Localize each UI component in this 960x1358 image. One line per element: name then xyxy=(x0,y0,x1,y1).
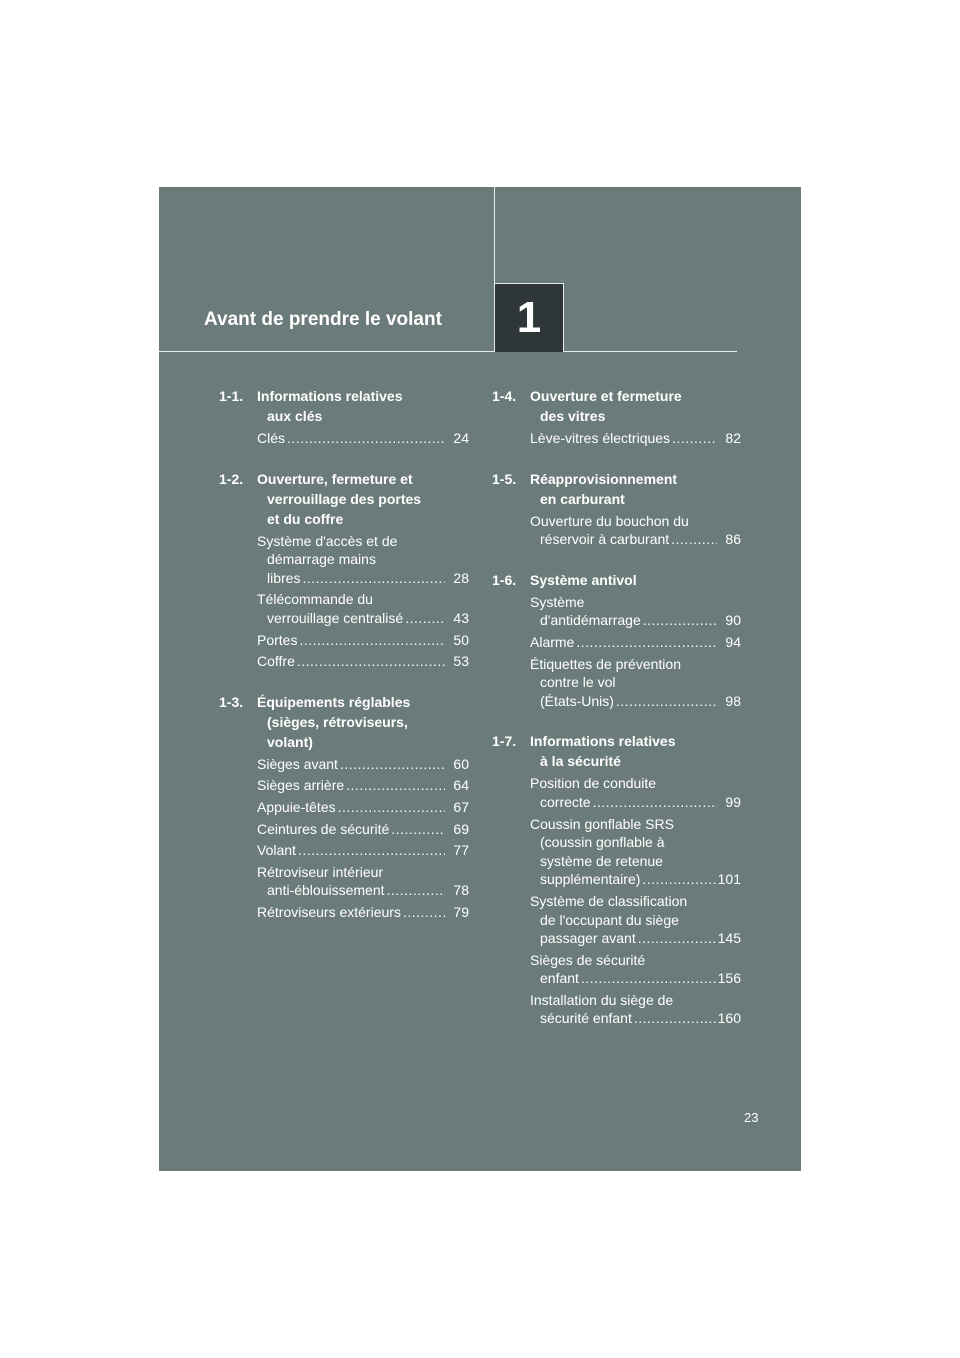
entry-last-line xyxy=(530,692,741,711)
entry-label-line: (coussin gonflable à xyxy=(540,834,665,851)
dot-leader xyxy=(340,755,445,774)
entry-label-line: Ceintures de sécurité xyxy=(257,820,390,837)
section-title-line: Équipements réglables xyxy=(257,693,411,710)
entry-last-line xyxy=(530,633,741,652)
entry-list xyxy=(257,429,469,448)
section-number: 1-2. xyxy=(219,470,244,487)
entry-label-line: système de retenue xyxy=(540,852,663,869)
dot-leader xyxy=(287,429,445,448)
dot-leader xyxy=(593,793,717,812)
entry-last-line xyxy=(257,652,469,671)
entry-page-number: 99 xyxy=(725,793,741,810)
entry-label-line: Rétroviseurs extérieurs xyxy=(257,903,401,920)
entry-page-number: 145 xyxy=(717,930,741,947)
section-title-line: à la sécurité xyxy=(540,753,621,770)
entry-label-line: Clés xyxy=(257,430,286,446)
section-heading xyxy=(219,386,469,426)
dot-leader xyxy=(672,429,717,448)
entry-page-number: 60 xyxy=(453,755,469,772)
dot-leader xyxy=(634,1009,716,1028)
entry-page-number: 90 xyxy=(725,612,741,629)
section-title-line: en carburant xyxy=(540,490,625,507)
toc-entry[interactable] xyxy=(257,532,469,588)
entry-label-line: enfant xyxy=(540,970,579,987)
section-title-line: des vitres xyxy=(540,408,606,424)
entry-label-line: Rétroviseur intérieur xyxy=(257,863,384,880)
toc-entry[interactable] xyxy=(257,903,469,922)
entry-page-number: 98 xyxy=(725,692,741,709)
toc-section xyxy=(492,570,741,711)
entry-last-line xyxy=(257,881,469,900)
entry-last-line xyxy=(257,569,469,588)
dot-leader xyxy=(297,652,445,671)
section-title-line: verrouillage des portes xyxy=(267,490,422,507)
entry-last-line xyxy=(257,755,469,774)
entry-page-number: 24 xyxy=(453,430,469,446)
toc-section xyxy=(219,692,469,922)
dot-leader xyxy=(643,611,717,630)
dot-leader xyxy=(299,631,445,650)
entry-last-line xyxy=(257,798,469,817)
entry-last-line xyxy=(530,1009,741,1028)
section-title-line: Ouverture et fermeture xyxy=(530,388,682,404)
dot-leader xyxy=(391,820,445,839)
entry-label-line: passager avant xyxy=(540,930,636,947)
section-number: 1-5. xyxy=(492,470,517,487)
toc-section xyxy=(492,469,741,549)
entry-label-line: Volant xyxy=(257,842,296,859)
entry-last-line xyxy=(530,530,741,549)
entry-last-line xyxy=(257,609,469,628)
section-title-line: Informations relatives xyxy=(530,733,676,750)
entry-label-line: anti-éblouissement xyxy=(267,882,385,899)
section-number: 1-3. xyxy=(219,693,244,710)
toc-entry[interactable] xyxy=(530,633,741,652)
section-number: 1-7. xyxy=(492,733,517,750)
section-title-line: (sièges, rétroviseurs, xyxy=(267,713,408,730)
toc-entry[interactable] xyxy=(530,991,741,1028)
toc-entry[interactable] xyxy=(530,892,741,948)
toc-section xyxy=(219,469,469,671)
entry-label-line: Lève-vitres électriques xyxy=(530,430,671,446)
toc-entry[interactable] xyxy=(257,863,469,900)
section-title xyxy=(257,469,469,529)
entry-label-line: Portes xyxy=(257,631,298,648)
entry-list xyxy=(257,755,469,922)
dot-leader xyxy=(576,633,717,652)
section-heading xyxy=(492,570,741,590)
section-heading xyxy=(492,731,741,771)
section-title-line: Système antivol xyxy=(530,571,637,588)
entry-label-line: d'antidémarrage xyxy=(540,612,641,629)
toc-entry[interactable] xyxy=(530,593,741,630)
entry-label-line: Sièges de sécurité xyxy=(530,951,646,968)
dot-leader xyxy=(403,903,445,922)
section-title-line: aux clés xyxy=(267,408,323,424)
entry-label-line: Appuie-têtes xyxy=(257,798,336,815)
section-heading xyxy=(219,469,469,529)
entry-page-number: 160 xyxy=(717,1010,741,1027)
toc-entry[interactable] xyxy=(257,631,469,650)
toc-entry[interactable] xyxy=(257,590,469,627)
toc-entry[interactable] xyxy=(530,815,741,889)
entry-label-line: Coffre xyxy=(257,653,295,670)
section-title xyxy=(257,692,469,752)
entry-page-number: 156 xyxy=(717,970,741,987)
entry-list xyxy=(530,429,741,448)
entry-label-line: sécurité enfant xyxy=(540,1010,632,1027)
header-vertical-rule xyxy=(494,187,495,283)
dot-leader xyxy=(405,609,445,628)
entry-page-number: 86 xyxy=(725,531,741,548)
section-title xyxy=(530,731,741,771)
entry-label-line: Coussin gonflable SRS xyxy=(530,815,674,832)
entry-page-number: 79 xyxy=(453,903,469,920)
entry-page-number: 78 xyxy=(453,882,469,899)
entry-label-line: supplémentaire) xyxy=(540,871,641,888)
dot-leader xyxy=(642,870,715,889)
toc-right-column xyxy=(492,386,741,1049)
entry-last-line xyxy=(257,429,469,448)
toc-section xyxy=(219,386,469,448)
section-number: 1-1. xyxy=(219,388,244,404)
entry-label-line: verrouillage centralisé xyxy=(267,609,404,626)
entry-label-line: Sièges avant xyxy=(257,755,338,772)
section-title xyxy=(530,469,741,509)
toc-entry[interactable] xyxy=(530,951,741,988)
entry-label-line: Système de classification xyxy=(530,892,688,909)
toc-entry[interactable] xyxy=(257,755,469,774)
entry-last-line xyxy=(530,429,741,448)
entry-last-line xyxy=(257,903,469,922)
entry-label-line: Étiquettes de prévention xyxy=(530,655,681,672)
section-title xyxy=(257,386,469,426)
entry-page-number: 50 xyxy=(453,631,469,648)
entry-label-line: Position de conduite xyxy=(530,775,657,792)
chapter-number: 1 xyxy=(516,293,542,342)
header-horizontal-rule xyxy=(159,351,737,352)
entry-page-number: 67 xyxy=(453,798,469,815)
entry-page-number: 82 xyxy=(725,430,741,446)
entry-label-line: Installation du siège de xyxy=(530,991,674,1008)
toc-left-column xyxy=(219,386,469,943)
entry-last-line xyxy=(257,841,469,860)
toc-entry[interactable] xyxy=(530,512,741,549)
entry-label-line: Ouverture du bouchon du xyxy=(530,512,689,529)
section-title-line: Informations relatives xyxy=(257,388,403,404)
entry-last-line xyxy=(530,929,741,948)
entry-last-line xyxy=(257,776,469,795)
entry-page-number: 101 xyxy=(717,871,741,888)
dot-leader xyxy=(616,692,717,711)
entry-page-number: 43 xyxy=(453,609,469,626)
toc-entry[interactable] xyxy=(257,841,469,860)
entry-list xyxy=(257,532,469,671)
dot-leader xyxy=(387,881,445,900)
section-title-line: Réapprovisionnement xyxy=(530,470,678,487)
entry-last-line xyxy=(257,820,469,839)
section-heading xyxy=(492,469,741,509)
entry-label-line: libres xyxy=(267,569,301,586)
toc-entry[interactable] xyxy=(530,655,741,711)
entry-label-line: (États-Unis) xyxy=(540,692,614,709)
section-heading xyxy=(492,386,741,426)
entry-last-line xyxy=(530,969,741,988)
entry-label-line: démarrage mains xyxy=(267,551,376,568)
entry-list xyxy=(530,593,741,711)
entry-label-line: Alarme xyxy=(530,633,575,650)
section-title-line: et du coffre xyxy=(267,510,344,527)
entry-last-line xyxy=(530,793,741,812)
toc-entry[interactable] xyxy=(530,429,741,448)
entry-label-line: Système xyxy=(530,593,585,610)
entry-page-number: 94 xyxy=(725,633,741,650)
section-heading xyxy=(219,692,469,752)
section-title xyxy=(530,570,741,590)
entry-last-line xyxy=(257,631,469,650)
entry-label-line: correcte xyxy=(540,793,591,810)
entry-page-number: 53 xyxy=(453,653,469,670)
entry-label-line: réservoir à carburant xyxy=(540,531,670,548)
dot-leader xyxy=(671,530,717,549)
section-title-line: volant) xyxy=(267,733,313,750)
entry-label-line: de l'occupant du siège xyxy=(540,911,679,928)
entry-label-line: Système d'accès et de xyxy=(257,532,398,549)
toc-entry[interactable] xyxy=(257,652,469,671)
toc-entry[interactable] xyxy=(257,820,469,839)
toc-entry[interactable] xyxy=(530,774,741,811)
toc-entry[interactable] xyxy=(257,776,469,795)
entry-page-number: 28 xyxy=(453,569,469,586)
section-number: 1-4. xyxy=(492,388,517,404)
dot-leader xyxy=(302,569,445,588)
dot-leader xyxy=(638,929,716,948)
dot-leader xyxy=(298,841,445,860)
dot-leader xyxy=(581,969,716,988)
entry-page-number: 69 xyxy=(453,820,469,837)
page-number: 23 xyxy=(744,1110,759,1125)
section-number: 1-6. xyxy=(492,571,517,588)
entry-last-line xyxy=(530,870,741,889)
toc-section xyxy=(492,386,741,448)
entry-label-line: Sièges arrière xyxy=(257,777,345,794)
toc-section xyxy=(492,731,741,1028)
toc-entry[interactable] xyxy=(257,798,469,817)
entry-last-line xyxy=(530,611,741,630)
entry-page-number: 64 xyxy=(453,777,469,794)
entry-label-line: Télécommande du xyxy=(257,591,373,608)
entry-page-number: 77 xyxy=(453,842,469,859)
chapter-number-tab xyxy=(494,283,564,352)
chapter-title: Avant de prendre le volant xyxy=(204,309,442,330)
entry-list xyxy=(530,512,741,549)
section-title-line: Ouverture, fermeture et xyxy=(257,470,413,487)
dot-leader xyxy=(346,776,445,795)
section-title xyxy=(530,386,741,426)
entry-list xyxy=(530,774,741,1028)
toc-entry[interactable] xyxy=(257,429,469,448)
dot-leader xyxy=(338,798,445,817)
entry-label-line: contre le vol xyxy=(540,674,616,691)
